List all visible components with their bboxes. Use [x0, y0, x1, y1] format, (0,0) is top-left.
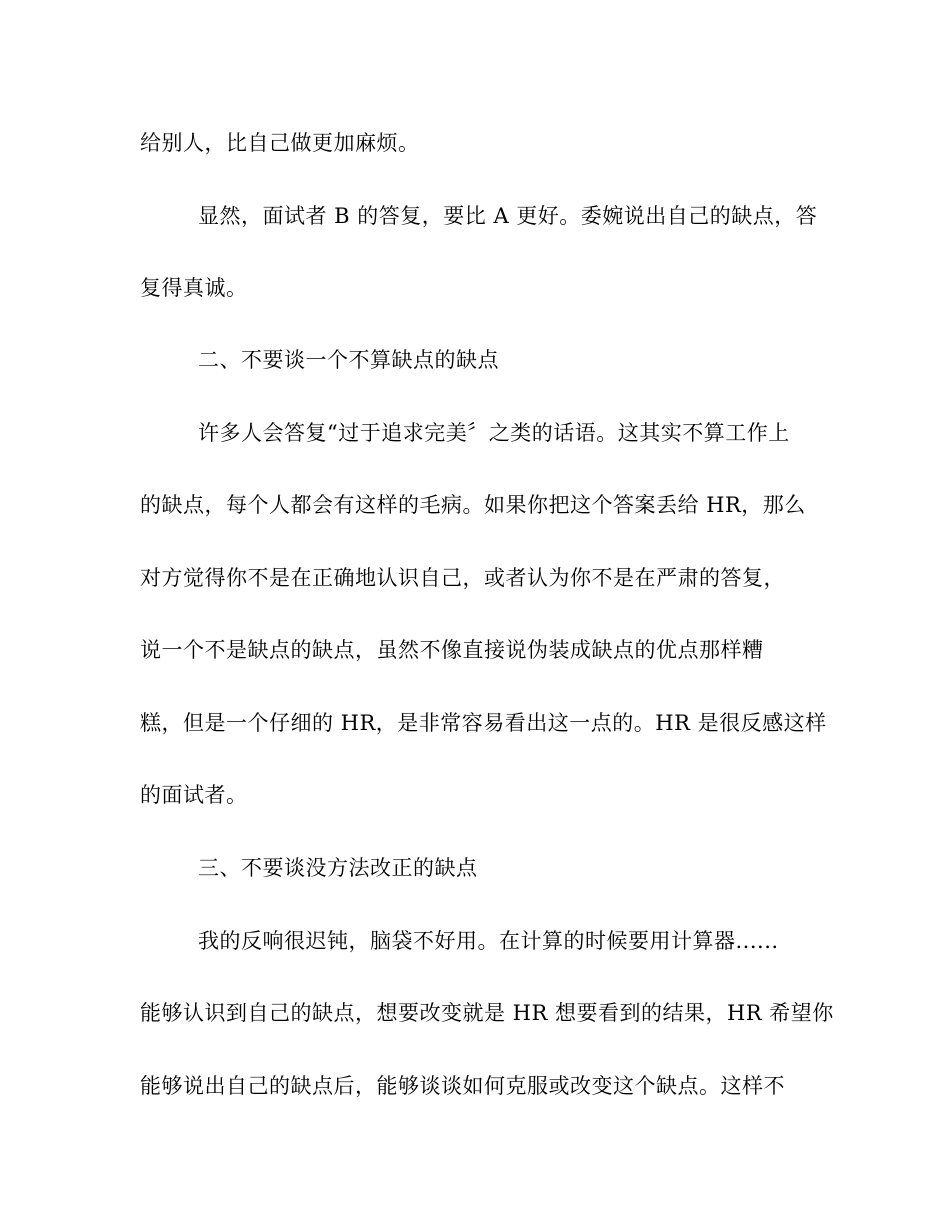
section-heading: 三、不要谈没方法改正的缺点 — [198, 856, 478, 880]
body-text-line: 能够认识到自己的缺点，想要改变就是 HR 想要看到的结果，HR 希望你 — [140, 1001, 834, 1025]
section-heading: 二、不要谈一个不算缺点的缺点 — [198, 348, 499, 372]
paragraph-first-line: 许多人会答复“过于追求完美〞之类的话语。这其实不算工作上 — [198, 421, 790, 445]
body-text-line: 能够说出自己的缺点后，能够谈谈如何克服或改变这个缺点。这样不 — [140, 1074, 785, 1098]
paragraph-first-line: 显然，面试者 B 的答复，要比 A 更好。委婉说出自己的缺点，答 — [198, 204, 818, 228]
body-text-line: 说一个不是缺点的缺点，虽然不像直接说伪装成缺点的优点那样糟 — [140, 638, 764, 662]
body-text-line: 的面试者。 — [140, 783, 248, 807]
body-text-line: 对方觉得你不是在正确地认识自己，或者认为你不是在严肃的答复， — [140, 566, 785, 590]
body-text-line: 给别人，比自己做更加麻烦。 — [140, 131, 420, 155]
body-text-line: 糕，但是一个仔细的 HR，是非常容易看出这一点的。HR 是很反感这样 — [140, 711, 827, 735]
paragraph-first-line: 我的反响很迟钝，脑袋不好用。在计算的时候要用计算器...... — [198, 929, 779, 953]
body-text-line: 的缺点，每个人都会有这样的毛病。如果你把这个答案丢给 HR，那么 — [140, 493, 806, 517]
body-text-line: 复得真诚。 — [140, 276, 248, 300]
